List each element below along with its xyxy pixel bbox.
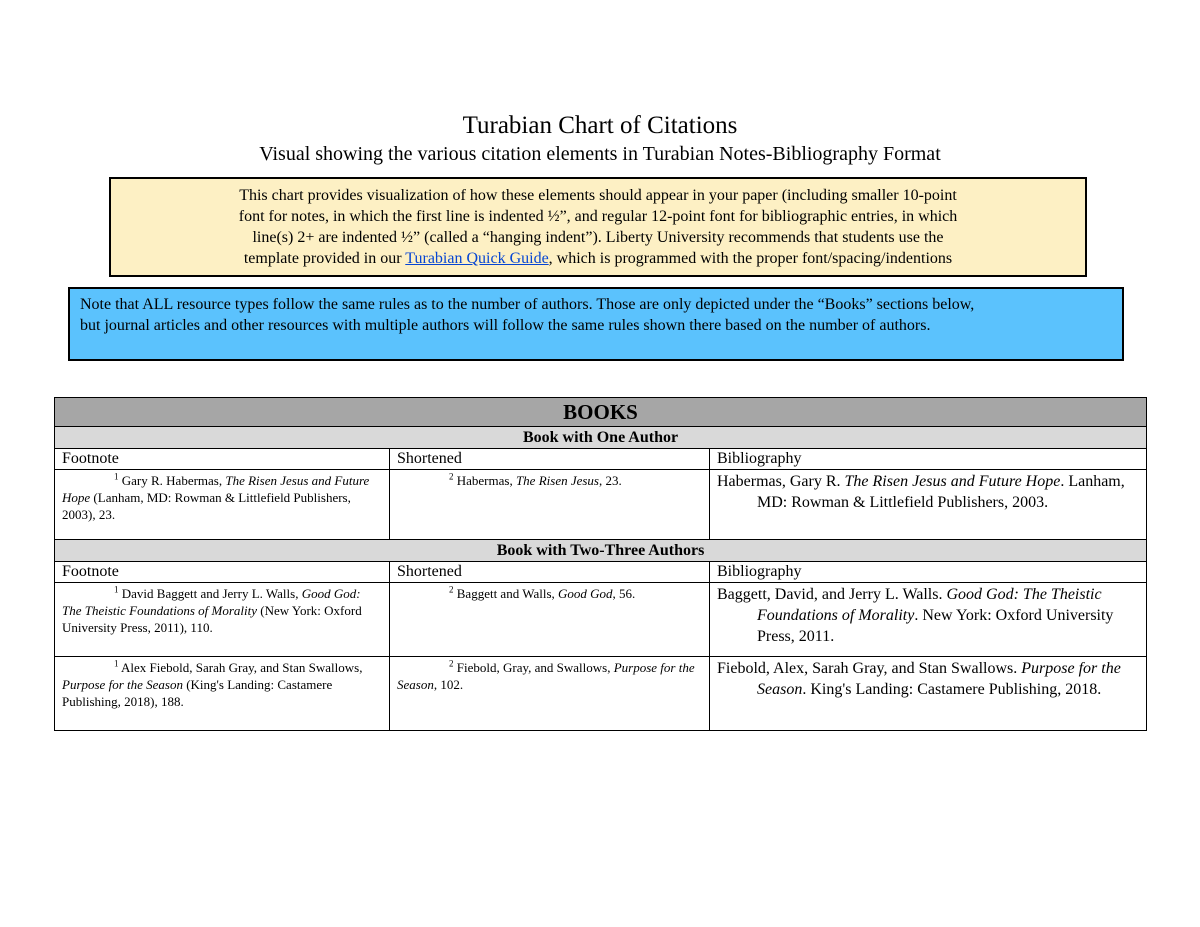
shortened-cell: $^2$ Baggett and Walls, Good God, 56. xyxy=(390,583,710,657)
column-header-shortened: Shortened xyxy=(390,449,710,470)
footnote-cell: $^1$ David Baggett and Jerry L. Walls, Good God: The Theistic Foundations of Morality (New York: Oxford University Press, 2011), 110. xyxy=(55,583,390,657)
section-heading: Book with One Author xyxy=(55,427,1147,449)
column-header-bibliography: Bibliography xyxy=(710,562,1147,583)
turabian-quick-guide-link[interactable]: Turabian Quick Guide xyxy=(405,250,549,267)
table-row xyxy=(55,583,1147,657)
bibliography-cell: Habermas, Gary R. The Risen Jesus and Future Hope. Lanham, MD: Rowman & Littlefield Publishers, 2003. xyxy=(710,470,1147,540)
books-banner: BOOKS xyxy=(55,398,1147,427)
shortened-cell: $^2$ Fiebold, Gray, and Swallows, Purpose for the Season, 102. xyxy=(390,657,710,731)
column-header-footnote: Footnote xyxy=(55,449,390,470)
intro-box xyxy=(109,177,1087,277)
table-row xyxy=(55,470,1147,540)
column-header-bibliography: Bibliography xyxy=(710,449,1147,470)
bibliography-cell: Fiebold, Alex, Sarah Gray, and Stan Swallows. Purpose for the Season. King's Landing: Castamere Publishing, 2018. xyxy=(710,657,1147,731)
intro-line-3: line(s) 2+ are indented ½” (called a “hanging indent”). Liberty University recommends that students use the xyxy=(252,229,944,246)
page-title: Turabian Chart of Citations xyxy=(462,112,738,139)
intro-line-2: font for notes, in which the first line is indented ½”, and regular 12-point font for bibliographic entries, in which xyxy=(238,208,958,225)
intro-line-4-post: , which is programmed with the proper font/spacing/indentions xyxy=(548,250,953,267)
intro-line-4-pre: template provided in our xyxy=(243,250,406,267)
intro-line-4 xyxy=(111,248,1085,269)
footnote-cell: $^1$ Alex Fiebold, Sarah Gray, and Stan Swallows, Purpose for the Season (King's Landing: Castamere Publishing, 2018), 188. xyxy=(55,657,390,731)
page-subtitle: Visual showing the various citation elements in Turabian Notes-Bibliography Format xyxy=(259,143,941,165)
intro-line-1: This chart provides visualization of how these elements should appear in your paper (including smaller 10-point xyxy=(239,187,957,204)
footnote-cell: $^1$ Gary R. Habermas, The Risen Jesus and Future Hope (Lanham, MD: Rowman & Littlefield Publishers, 2003), 23. xyxy=(55,470,390,540)
note-line-2: but journal articles and other resources with multiple authors will follow the same rules shown there based on the number of authors. xyxy=(80,317,931,334)
shortened-cell: $^2$ Habermas, The Risen Jesus, 23. xyxy=(390,470,710,540)
column-header-footnote: Footnote xyxy=(55,562,390,583)
section-heading: Book with Two-Three Authors xyxy=(55,540,1147,562)
table-row xyxy=(55,657,1147,731)
note-box xyxy=(68,287,1124,361)
bibliography-cell: Baggett, David, and Jerry L. Walls. Good God: The Theistic Foundations of Morality. New York: Oxford University Press, 2011. xyxy=(710,583,1147,657)
books-table xyxy=(54,397,1147,731)
note-line-1: Note that ALL resource types follow the same rules as to the number of authors. Those are only depicted under the “Books” sections below, xyxy=(80,296,975,313)
column-header-shortened: Shortened xyxy=(390,562,710,583)
